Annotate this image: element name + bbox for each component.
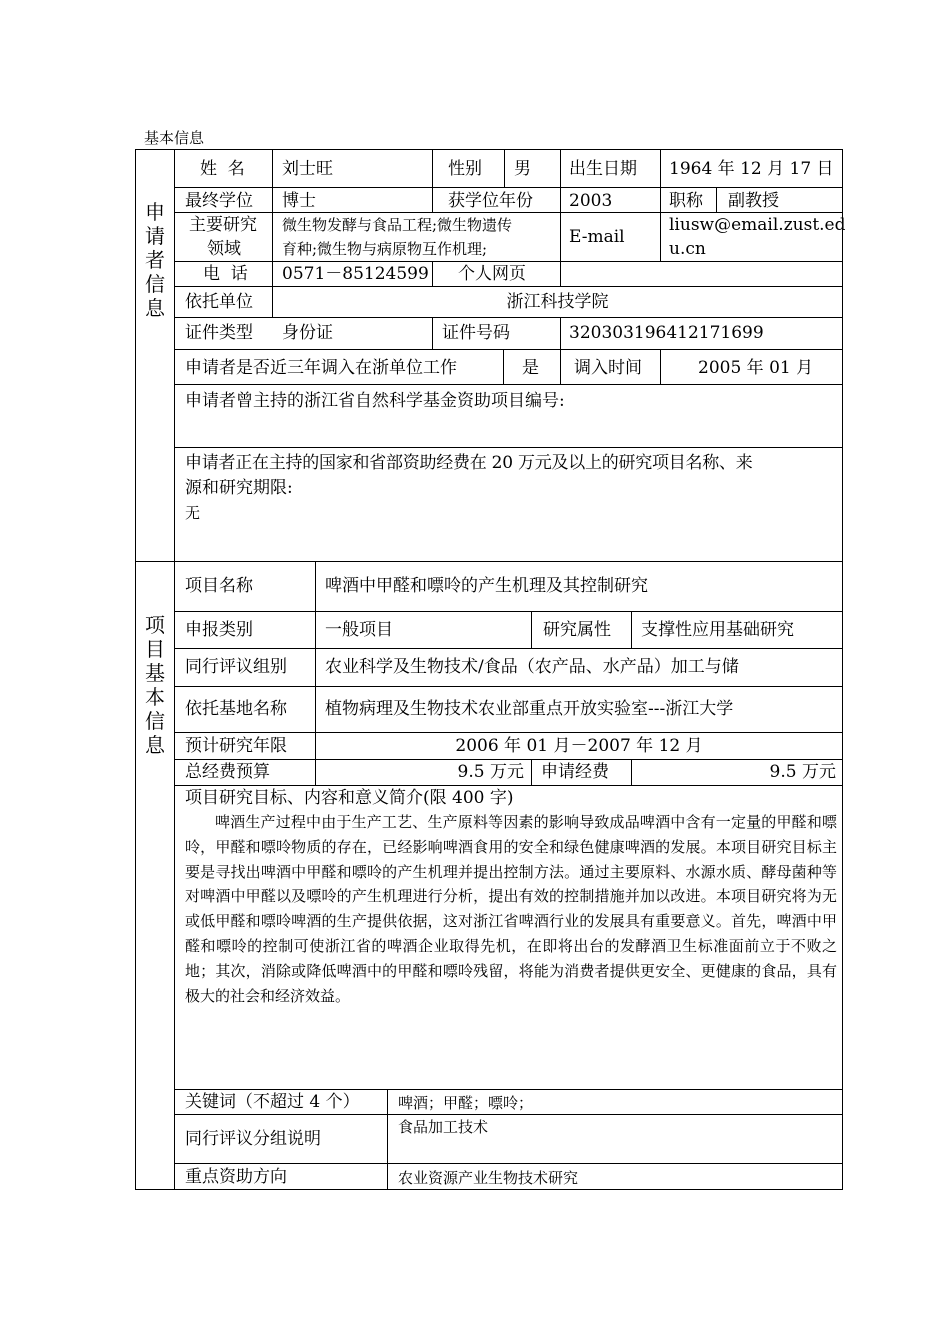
row-rule	[175, 349, 843, 350]
research-label-line1: 主要研究	[189, 215, 257, 235]
period-value: 2006 年 01 月－2007 年 12 月	[455, 736, 703, 756]
email-label: E-mail	[569, 227, 625, 247]
category-label: 申报类别	[185, 620, 253, 640]
transfer-question: 申请者是否近三年调入在浙单位工作	[185, 358, 457, 378]
phone-value: 0571－85124599	[282, 264, 429, 284]
section-divider	[135, 561, 843, 562]
email-value-line2: u.cn	[669, 239, 706, 259]
col-rule	[504, 150, 505, 187]
col-rule	[531, 611, 532, 648]
keywords-label: 关键词（不超过 4 个）	[185, 1092, 360, 1112]
email-value-line1: liusw@email.zust.ed	[669, 215, 846, 235]
row-rule	[175, 212, 843, 213]
research-value-line2: 育种;微生物与病原物互作机理;	[282, 240, 488, 258]
prev-fund-question: 申请者曾主持的浙江省自然科学基金资助项目编号:	[185, 391, 565, 411]
row-rule	[175, 1089, 843, 1090]
transfer-time-label: 调入时间	[574, 358, 642, 378]
row-rule	[175, 1163, 843, 1164]
project-name-value: 啤酒中甲醛和嘌呤的产生机理及其控制研究	[325, 576, 648, 596]
request-value: 9.5 万元	[769, 762, 836, 782]
id-type-value: 身份证	[282, 323, 333, 343]
degree-year-value: 2003	[569, 191, 613, 211]
project-side-label: 项目基本信息	[145, 613, 165, 757]
row-rule	[175, 611, 843, 612]
row-rule	[175, 317, 843, 318]
subgroup-label: 同行评议分组说明	[185, 1129, 321, 1149]
row-rule	[175, 187, 843, 188]
row-rule	[175, 286, 843, 287]
intro-label: 项目研究目标、内容和意义简介(限 400 字)	[185, 788, 514, 808]
attribute-value: 支撑性应用基础研究	[641, 620, 794, 640]
birth-value: 1964 年 12 月 17 日	[669, 159, 834, 179]
degree-label: 最终学位	[185, 191, 253, 211]
subgroup-value: 食品加工技术	[398, 1118, 489, 1136]
row-rule	[175, 447, 843, 448]
title-value: 副教授	[728, 191, 779, 211]
request-label: 申请经费	[541, 762, 609, 782]
col-rule	[560, 349, 561, 384]
col-rule	[560, 261, 561, 286]
col-rule	[660, 150, 661, 261]
col-rule	[716, 187, 717, 212]
budget-value: 9.5 万元	[457, 762, 524, 782]
current-projects-question-line2: 源和研究期限:	[185, 478, 293, 498]
section-caption: 基本信息	[144, 129, 205, 147]
name-value: 刘士旺	[282, 159, 333, 179]
side-column-divider	[174, 150, 175, 1190]
category-value: 一般项目	[325, 620, 393, 640]
row-rule	[175, 1114, 843, 1115]
col-rule	[503, 349, 504, 384]
project-name-label: 项目名称	[185, 576, 253, 596]
focus-value: 农业资源产业生物技术研究	[398, 1169, 579, 1187]
current-projects-answer: 无	[185, 504, 201, 522]
degree-year-label: 获学位年份	[448, 191, 533, 211]
col-rule	[432, 150, 433, 212]
review-group-label: 同行评议组别	[185, 657, 287, 677]
focus-label: 重点资助方向	[185, 1167, 287, 1187]
row-rule	[175, 759, 843, 760]
homepage-label: 个人网页	[458, 264, 526, 284]
row-rule	[175, 384, 843, 385]
current-projects-question-line1: 申请者正在主持的国家和省部资助经费在 20 万元及以上的研究项目名称、来	[185, 453, 753, 473]
intro-paragraph: 啤酒生产过程中由于生产工艺、生产原料等因素的影响导致成品啤酒中含有一定量的甲醛和嘌呤，甲醛和嘌呤物质的存在，已经影响啤酒食用的安全和绿色健康啤酒的发展。本项目研究目标主要是寻找出啤酒中甲醛和嘌呤的产生机理并提出控制方法。通过主要原料、水源水质、酵母菌种等对啤酒中甲醛以及嘌呤的产生机理进行分析，提出有效的控制措施并加以改进。本项目研究将为无或低甲醛和嘌呤啤酒的生产提供依据，这对浙江省啤酒行业的发展具有重要意义。首先，啤酒中甲醛和嘌呤的控制可使浙江省的啤酒企业取得先机，在即将出台的发酵酒卫生标准面前立于不败之地；其次，消除或降低啤酒中的甲醛和嘌呤残留，将能为消费者提供更安全、更健康的食品，具有极大的社会和经济效益。	[185, 813, 837, 1005]
period-label: 预计研究年限	[185, 736, 287, 756]
birth-label: 出生日期	[569, 159, 637, 179]
id-number-label: 证件号码	[442, 323, 510, 343]
col-rule	[531, 759, 532, 785]
base-value: 植物病理及生物技术农业部重点开放实验室---浙江大学	[325, 699, 734, 719]
budget-label: 总经费预算	[185, 762, 270, 782]
row-rule	[175, 686, 843, 687]
col-rule	[560, 317, 561, 349]
transfer-answer: 是	[522, 358, 539, 378]
col-rule	[560, 150, 561, 261]
gender-value: 男	[514, 159, 531, 179]
applicant-side-label: 申请者信息	[145, 200, 165, 320]
row-rule	[175, 732, 843, 733]
row-rule	[175, 648, 843, 649]
phone-label: 电 话	[203, 264, 248, 284]
attribute-label: 研究属性	[543, 620, 611, 640]
research-label-line2: 领域	[207, 239, 241, 259]
col-rule	[432, 261, 433, 286]
keywords-value: 啤酒；甲醛；嘌呤；	[398, 1094, 534, 1112]
row-rule	[175, 261, 843, 262]
col-rule	[660, 349, 661, 384]
col-rule	[387, 1089, 388, 1190]
id-number-value: 320303196412171699	[569, 323, 764, 343]
transfer-time-value: 2005 年 01 月	[698, 358, 814, 378]
name-label: 姓 名	[200, 159, 245, 179]
gender-label: 性别	[448, 159, 482, 179]
title-label: 职称	[669, 191, 703, 211]
col-rule	[432, 317, 433, 349]
degree-value: 博士	[282, 191, 316, 211]
col-rule	[631, 611, 632, 648]
unit-label: 依托单位	[185, 292, 253, 312]
row-rule	[175, 785, 843, 786]
base-label: 依托基地名称	[185, 699, 287, 719]
id-type-label: 证件类型	[185, 323, 253, 343]
review-group-value: 农业科学及生物技术/食品（农产品、水产品）加工与储	[325, 657, 739, 677]
unit-value: 浙江科技学院	[506, 292, 609, 312]
research-value-line1: 微生物发酵与食品工程;微生物遗传	[282, 216, 513, 234]
